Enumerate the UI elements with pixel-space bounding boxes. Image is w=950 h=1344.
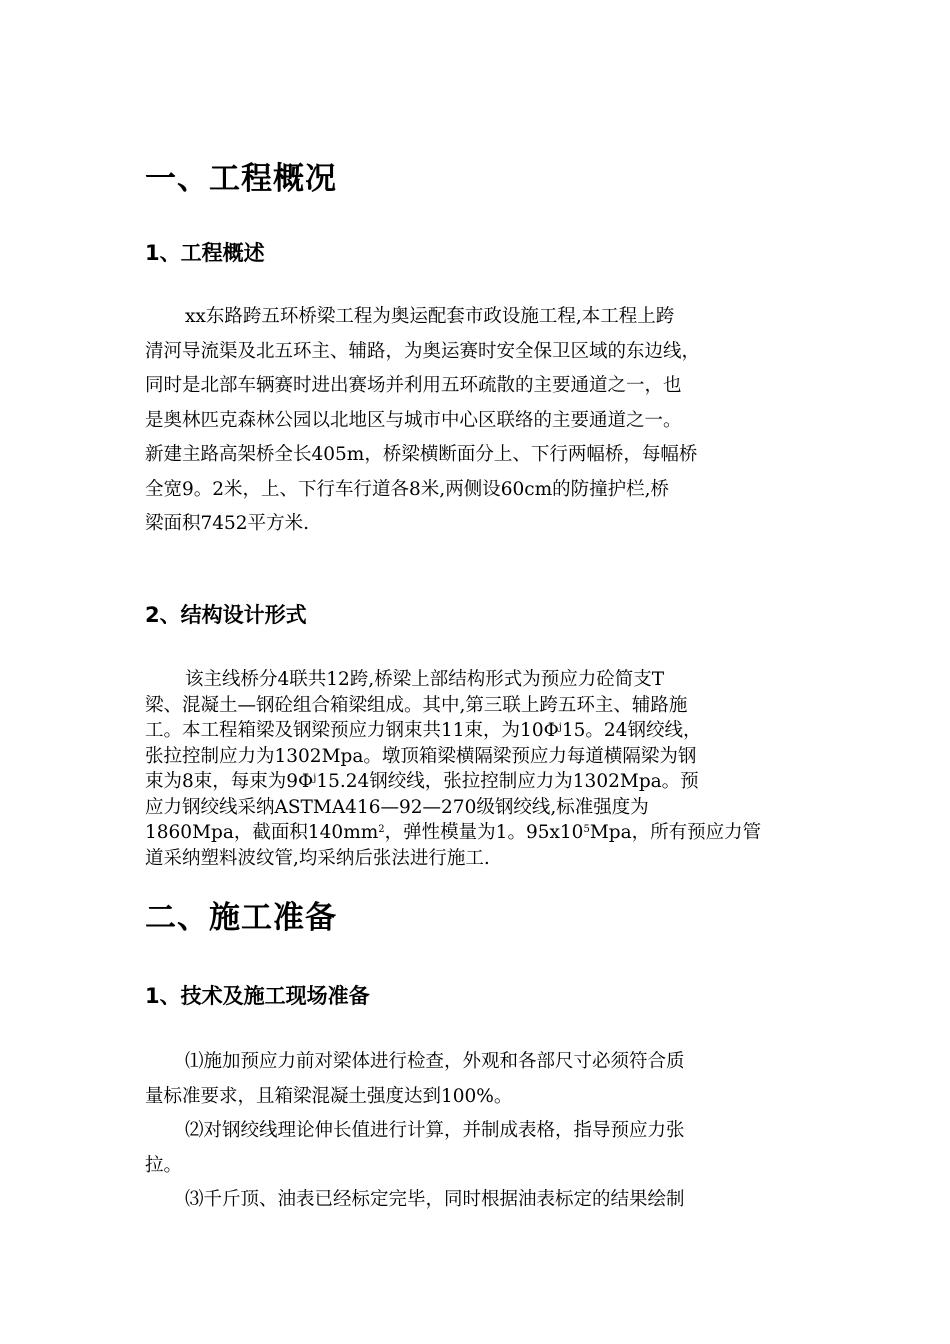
- subsection-1-1-heading: 1、工程概述: [145, 241, 265, 265]
- text-line: 同时是北部车辆赛时进出赛场并利用五环疏散的主要通道之一，也: [145, 375, 682, 396]
- text-line: 1860Mpa，截面积$140mm^2$，弹性模量为1。$95x10^5Mpa$，所有预应力管: [145, 822, 762, 843]
- subsection-1-2-heading: 2、结构设计形式: [145, 603, 307, 627]
- text-line: 全宽9。2米，上、下行车行道各8米,两侧设60cm的防撞护栏,桥: [145, 478, 670, 500]
- text-line: 梁、混凝土—钢砼组合箱梁组成。其中,第三联上跨五环主、辅路施: [145, 694, 688, 716]
- text-line: 是奥林匹克森林公园以北地区与城市中心区联络的主要通道之一。: [145, 409, 682, 431]
- preparation-list: [145, 1045, 810, 1218]
- list-item-line: ⑵对钢绞线理论伸长值进行计算，并制成表格，指导预应力张: [185, 1120, 685, 1141]
- section-1-heading: 一、工程概况: [145, 161, 337, 197]
- text-line: 该主线桥分4联共12跨,桥梁上部结构形式为预应力砼简支T: [185, 669, 665, 690]
- text-line: 工。本工程箱梁及钢梁预应力钢束共11束，为$10\Phi^j15$。24钢绞线，: [145, 720, 702, 741]
- text-line: 张拉控制应力为1302Mpa。墩顶箱梁横隔梁预应力每道横隔梁为钢: [145, 745, 697, 767]
- text-line: 新建主路高架桥全长405m，桥梁横断面分上、下行两幅桥，每幅桥: [145, 444, 698, 465]
- section-2-heading: 二、施工准备: [145, 900, 337, 936]
- overview-paragraph: [145, 300, 810, 542]
- list-item-line: ⑴施加预应力前对梁体进行检查，外观和各部尺寸必须符合质: [185, 1051, 685, 1072]
- list-item-line: ⑶千斤顶、油表已经标定完毕，同时根据油表标定的结果绘制: [185, 1189, 685, 1210]
- text-line: 梁面积7452平方米.: [145, 513, 309, 534]
- text-line: 道采纳塑料波纹管,均采纳后张法进行施工.: [145, 847, 490, 869]
- structure-paragraph: [145, 667, 810, 871]
- text-line: xx东路跨五环桥梁工程为奥运配套市政设施工程,本工程上跨: [185, 306, 675, 327]
- subsection-2-1-heading: 1、技术及施工现场准备: [145, 984, 370, 1008]
- text-line: 清河导流渠及北五环主、辅路，为奥运赛时安全保卫区域的东边线，: [145, 340, 701, 362]
- text-line: 应力钢绞线采纳ASTMA416—92—270级钢绞线,标准强度为: [145, 796, 649, 818]
- text-line: 束为8束，每束为$9\Phi^j15.24$钢绞线，张拉控制应力为1302Mpa。预: [145, 771, 699, 792]
- list-item-line: 拉。: [145, 1154, 183, 1176]
- list-item-line: 量标准要求，且箱梁混凝土强度达到100%。: [145, 1085, 513, 1107]
